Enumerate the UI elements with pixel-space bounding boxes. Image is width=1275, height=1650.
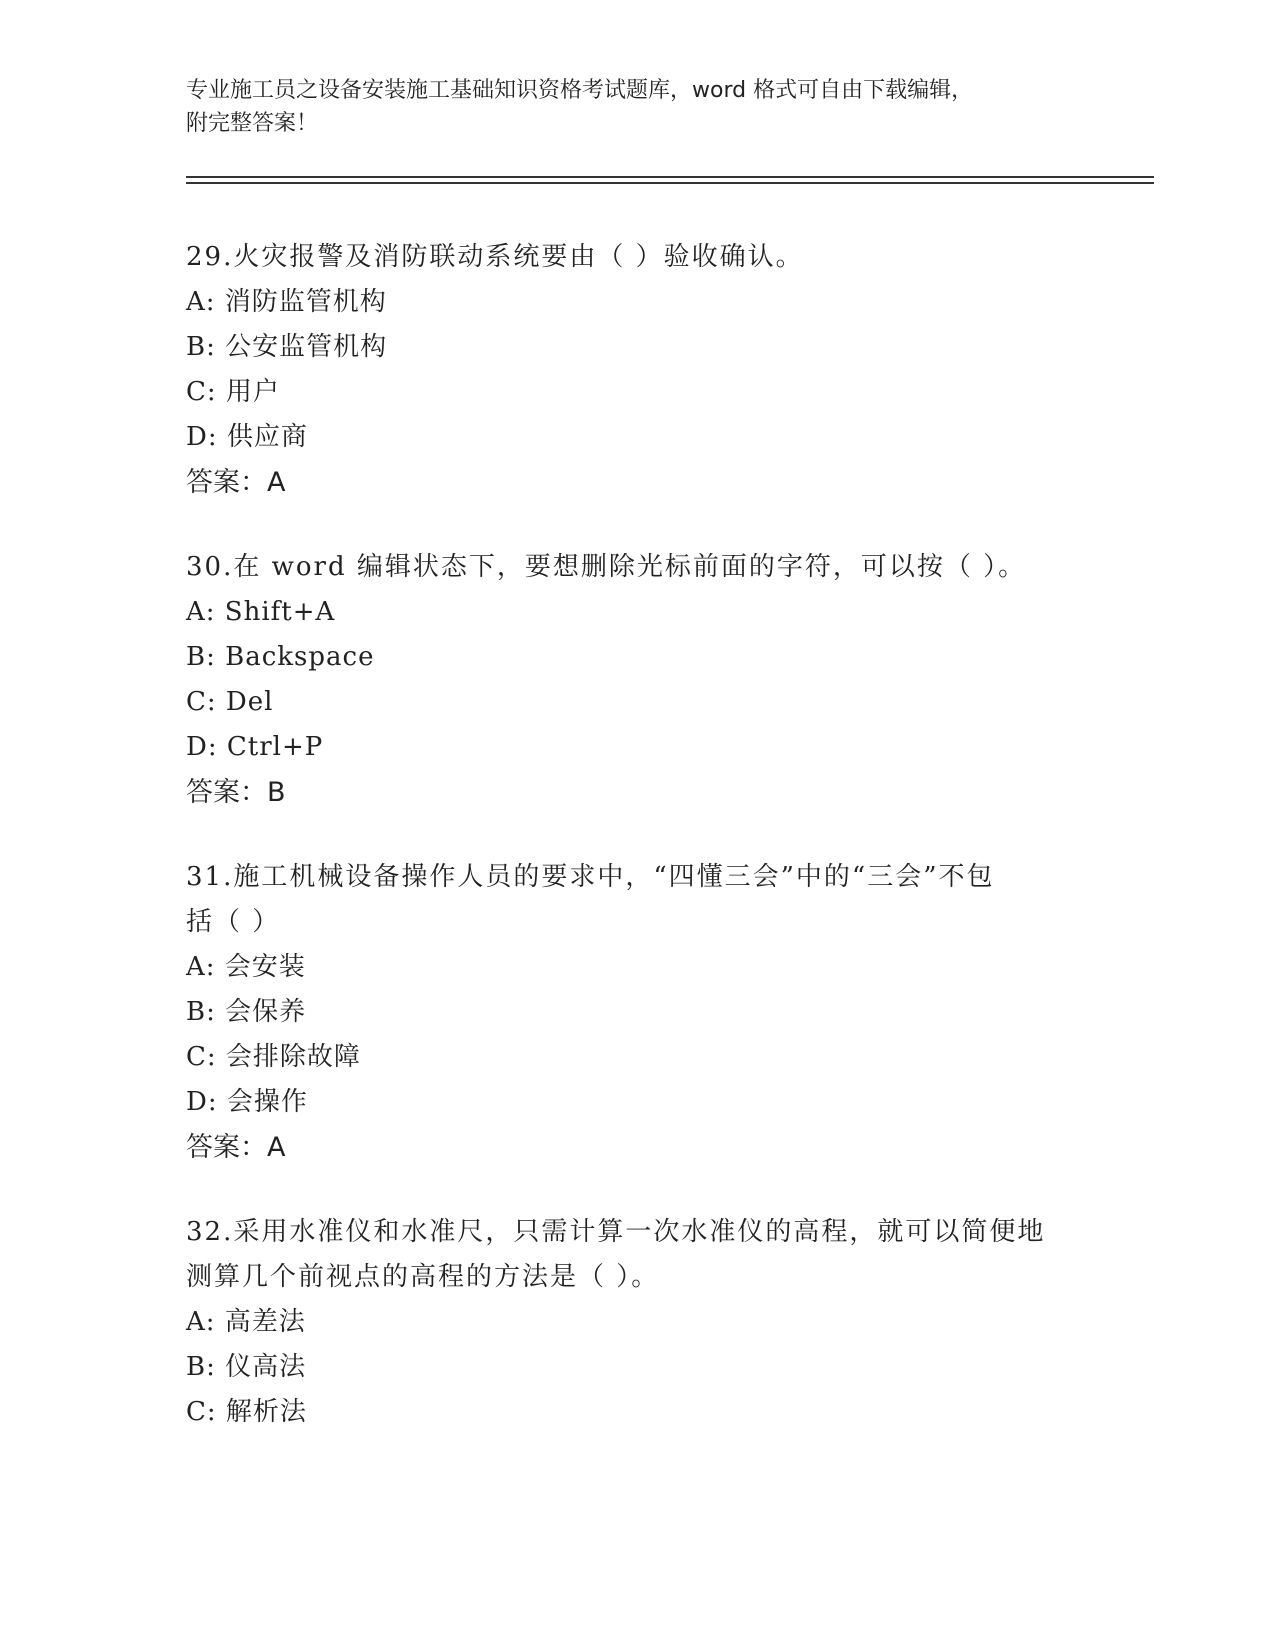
- question-30: [186, 545, 1086, 815]
- option-d: D: Ctrl+P: [186, 732, 324, 762]
- option-b: B: 仪高法: [186, 1352, 307, 1382]
- question-stem: 30.在 word 编辑状态下，要想删除光标前面的字符，可以按（ ）。: [186, 552, 1027, 582]
- question-stem: 29.火灾报警及消防联动系统要由（ ）验收确认。: [186, 242, 804, 272]
- document-header: [186, 74, 1086, 140]
- option-c: C: 会排除故障: [186, 1042, 361, 1072]
- question-stem-line-1: 31.施工机械设备操作人员的要求中，“四懂三会”中的“三会”不包: [186, 862, 995, 892]
- answer: 答案：A: [186, 467, 286, 498]
- header-line-2: 附完整答案！: [186, 111, 319, 136]
- option-d: D: 供应商: [186, 422, 308, 452]
- option-c: C: 解析法: [186, 1397, 307, 1427]
- question-stem-line-1: 32.采用水准仪和水准尺，只需计算一次水准仪的高程，就可以简便地: [186, 1217, 1046, 1247]
- question-29: [186, 235, 1086, 505]
- option-a: A: Shift+A: [186, 597, 336, 627]
- question-32: [186, 1210, 1086, 1435]
- header-divider-bottom: [186, 182, 1154, 184]
- question-stem-line-2: 测算几个前视点的高程的方法是（ ）。: [186, 1262, 660, 1292]
- option-b: B: Backspace: [186, 642, 375, 672]
- question-31: [186, 855, 1086, 1170]
- header-line-1: 专业施工员之设备安装施工基础知识资格考试题库，word 格式可自由下载编辑，: [186, 78, 974, 103]
- header-divider-top: [186, 176, 1154, 178]
- option-c: C: 用户: [186, 377, 280, 407]
- option-d: D: 会操作: [186, 1087, 308, 1117]
- option-a: A: 会安装: [186, 952, 306, 982]
- answer: 答案：A: [186, 1132, 286, 1163]
- option-b: B: 公安监管机构: [186, 332, 388, 362]
- option-a: A: 消防监管机构: [186, 287, 387, 317]
- question-stem-line-2: 括（ ）: [186, 907, 281, 937]
- option-a: A: 高差法: [186, 1307, 306, 1337]
- option-b: B: 会保养: [186, 997, 307, 1027]
- answer: 答案：B: [186, 777, 286, 808]
- option-c: C: Del: [186, 687, 274, 717]
- question-list: [186, 235, 1086, 1475]
